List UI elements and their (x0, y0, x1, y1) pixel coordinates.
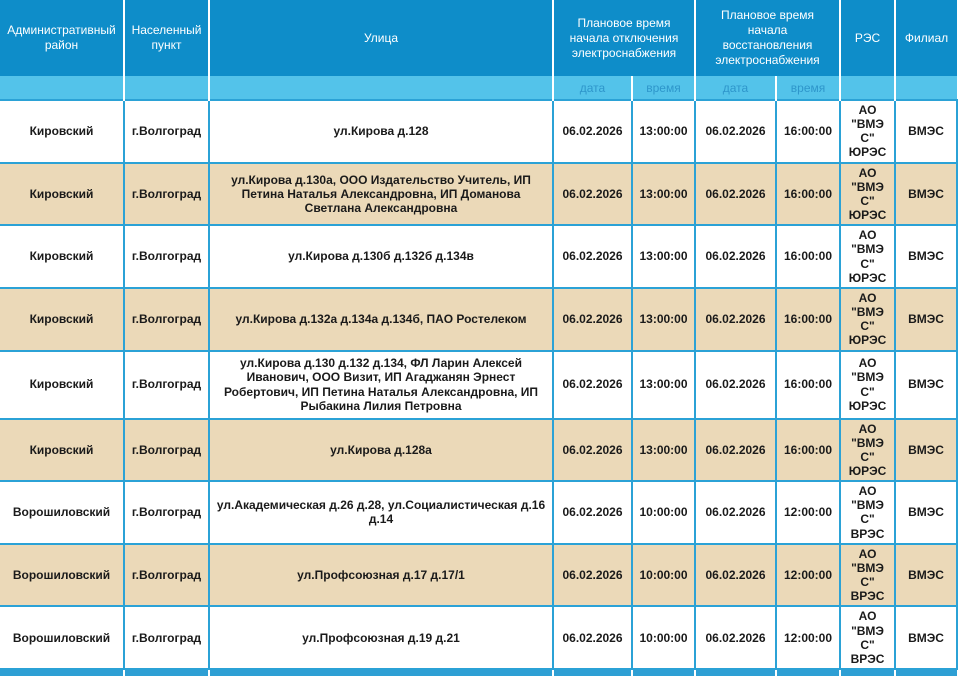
cell-res: АО "ВМЭС" ЮРЭС (840, 419, 895, 482)
table-row (0, 419, 957, 482)
cell-off_date: 06.02.2026 (553, 288, 632, 351)
cell-settlement: г.Волгоград (124, 288, 209, 351)
cell-off_date: 06.02.2026 (553, 544, 632, 607)
cell-res: АО "ВМЭС" ВРЭС (840, 606, 895, 669)
cell-district: Ворошиловский (0, 606, 124, 669)
cell-off_time: 13:00:00 (632, 100, 695, 163)
cell-district: Ворошиловский (0, 544, 124, 607)
header-row-main (0, 0, 957, 76)
cell-off_date: 06.02.2026 (553, 419, 632, 482)
cell-street: ул.Профсоюзная д.17 д.17/1 (209, 544, 553, 607)
table-header (0, 0, 957, 100)
cell-street: ул.Кирова д.130 д.132 д.134, ФЛ Ларин Алексей Иванович, ООО Визит, ИП Агаджанян Эрнест Робертович, ИП Петина Наталья Александровна, ИП Рыбакина Лилия Петровна (209, 351, 553, 419)
table-row (0, 288, 957, 351)
column-header-district: Административный район (0, 0, 124, 76)
column-header-street: Улица (209, 0, 553, 76)
cell-branch: ВМЭС (895, 419, 957, 482)
cell-street: ул.Кирова д.128 (209, 100, 553, 163)
cell-off_date: 06.02.2026 (553, 100, 632, 163)
subheader-empty-district (0, 76, 124, 100)
column-header-restore-time: Плановое время начала восстановления электроснабжения (695, 0, 840, 76)
cell-branch: ВМЭС (895, 288, 957, 351)
cell-off_date: 06.02.2026 (553, 225, 632, 288)
cell-district: Кировский (0, 163, 124, 226)
cell-district: Кировский (0, 225, 124, 288)
cell-street: ул.Кирова д.130а, ООО Издательство Учитель, ИП Петина Наталья Александровна, ИП Доманова Светлана Александровна (209, 163, 553, 226)
cell-branch: ВМЭС (895, 351, 957, 419)
cell-on_date: 06.02.2026 (695, 419, 776, 482)
cell-on_time: 12:00:00 (776, 606, 840, 669)
cell-off_time: 13:00:00 (632, 225, 695, 288)
cell-on_time: 16:00:00 (776, 288, 840, 351)
table-body (0, 100, 957, 669)
cell-on_date: 06.02.2026 (695, 481, 776, 544)
cell-branch: ВМЭС (895, 481, 957, 544)
column-header-branch: Филиал (895, 0, 957, 76)
subheader-empty-res (840, 76, 895, 100)
cell-on_time: 16:00:00 (776, 419, 840, 482)
subheader-outage-time: время (632, 76, 695, 100)
cell-street: ул.Академическая д.26 д.28, ул.Социалистическая д.16 д.14 (209, 481, 553, 544)
cell-street: ул.Кирова д.132а д.134а д.134б, ПАО Ростелеком (209, 288, 553, 351)
cell-on_date: 06.02.2026 (695, 163, 776, 226)
cell-settlement: г.Волгоград (124, 100, 209, 163)
next-section-strip (0, 669, 957, 676)
cell-district: Кировский (0, 419, 124, 482)
cell-res: АО "ВМЭС" ЮРЭС (840, 351, 895, 419)
subheader-empty-branch (895, 76, 957, 100)
cell-off_time: 13:00:00 (632, 419, 695, 482)
cell-on_date: 06.02.2026 (695, 100, 776, 163)
cell-res: АО "ВМЭС" ЮРЭС (840, 288, 895, 351)
column-header-outage-time: Плановое время начала отключения электроснабжения (553, 0, 695, 76)
cell-off_date: 06.02.2026 (553, 163, 632, 226)
cell-on_date: 06.02.2026 (695, 544, 776, 607)
cell-branch: ВМЭС (895, 100, 957, 163)
cell-on_date: 06.02.2026 (695, 606, 776, 669)
cell-settlement: г.Волгоград (124, 225, 209, 288)
cell-district: Кировский (0, 100, 124, 163)
subheader-restore-date: дата (695, 76, 776, 100)
subheader-restore-time: время (776, 76, 840, 100)
table-row (0, 606, 957, 669)
cell-res: АО "ВМЭС" ЮРЭС (840, 225, 895, 288)
cell-off_time: 10:00:00 (632, 606, 695, 669)
cell-on_time: 16:00:00 (776, 163, 840, 226)
subheader-empty-street (209, 76, 553, 100)
cell-branch: ВМЭС (895, 544, 957, 607)
cell-on_time: 16:00:00 (776, 225, 840, 288)
table-row (0, 481, 957, 544)
cell-off_date: 06.02.2026 (553, 606, 632, 669)
cell-branch: ВМЭС (895, 606, 957, 669)
cell-settlement: г.Волгоград (124, 419, 209, 482)
cell-on_date: 06.02.2026 (695, 288, 776, 351)
table-row (0, 100, 957, 163)
cell-off_time: 10:00:00 (632, 481, 695, 544)
column-header-res: РЭС (840, 0, 895, 76)
subheader-outage-date: дата (553, 76, 632, 100)
cell-res: АО "ВМЭС" ЮРЭС (840, 100, 895, 163)
subheader-empty-settlement (124, 76, 209, 100)
cell-on_time: 16:00:00 (776, 351, 840, 419)
cell-district: Кировский (0, 288, 124, 351)
cell-res: АО "ВМЭС" ВРЭС (840, 544, 895, 607)
table-row (0, 163, 957, 226)
cell-on_date: 06.02.2026 (695, 351, 776, 419)
cell-street: ул.Кирова д.128а (209, 419, 553, 482)
cell-street: ул.Профсоюзная д.19 д.21 (209, 606, 553, 669)
cell-off_time: 13:00:00 (632, 351, 695, 419)
column-header-settlement: Населенный пункт (124, 0, 209, 76)
next-section-strip-row (0, 669, 957, 676)
table-row (0, 351, 957, 419)
cell-off_time: 13:00:00 (632, 288, 695, 351)
cell-branch: ВМЭС (895, 163, 957, 226)
cell-on_time: 12:00:00 (776, 481, 840, 544)
cell-settlement: г.Волгоград (124, 544, 209, 607)
cell-branch: ВМЭС (895, 225, 957, 288)
cell-on_date: 06.02.2026 (695, 225, 776, 288)
cell-off_time: 10:00:00 (632, 544, 695, 607)
cell-off_time: 13:00:00 (632, 163, 695, 226)
cell-off_date: 06.02.2026 (553, 351, 632, 419)
cell-district: Кировский (0, 351, 124, 419)
cell-street: ул.Кирова д.130б д.132б д.134в (209, 225, 553, 288)
cell-settlement: г.Волгоград (124, 351, 209, 419)
cell-off_date: 06.02.2026 (553, 481, 632, 544)
table-row (0, 225, 957, 288)
table-row (0, 544, 957, 607)
cell-res: АО "ВМЭС" ВРЭС (840, 481, 895, 544)
cell-settlement: г.Волгоград (124, 481, 209, 544)
cell-settlement: г.Волгоград (124, 606, 209, 669)
cell-on_time: 16:00:00 (776, 100, 840, 163)
cell-on_time: 12:00:00 (776, 544, 840, 607)
cell-district: Ворошиловский (0, 481, 124, 544)
cell-settlement: г.Волгоград (124, 163, 209, 226)
header-row-sub (0, 76, 957, 100)
cell-res: АО "ВМЭС" ЮРЭС (840, 163, 895, 226)
